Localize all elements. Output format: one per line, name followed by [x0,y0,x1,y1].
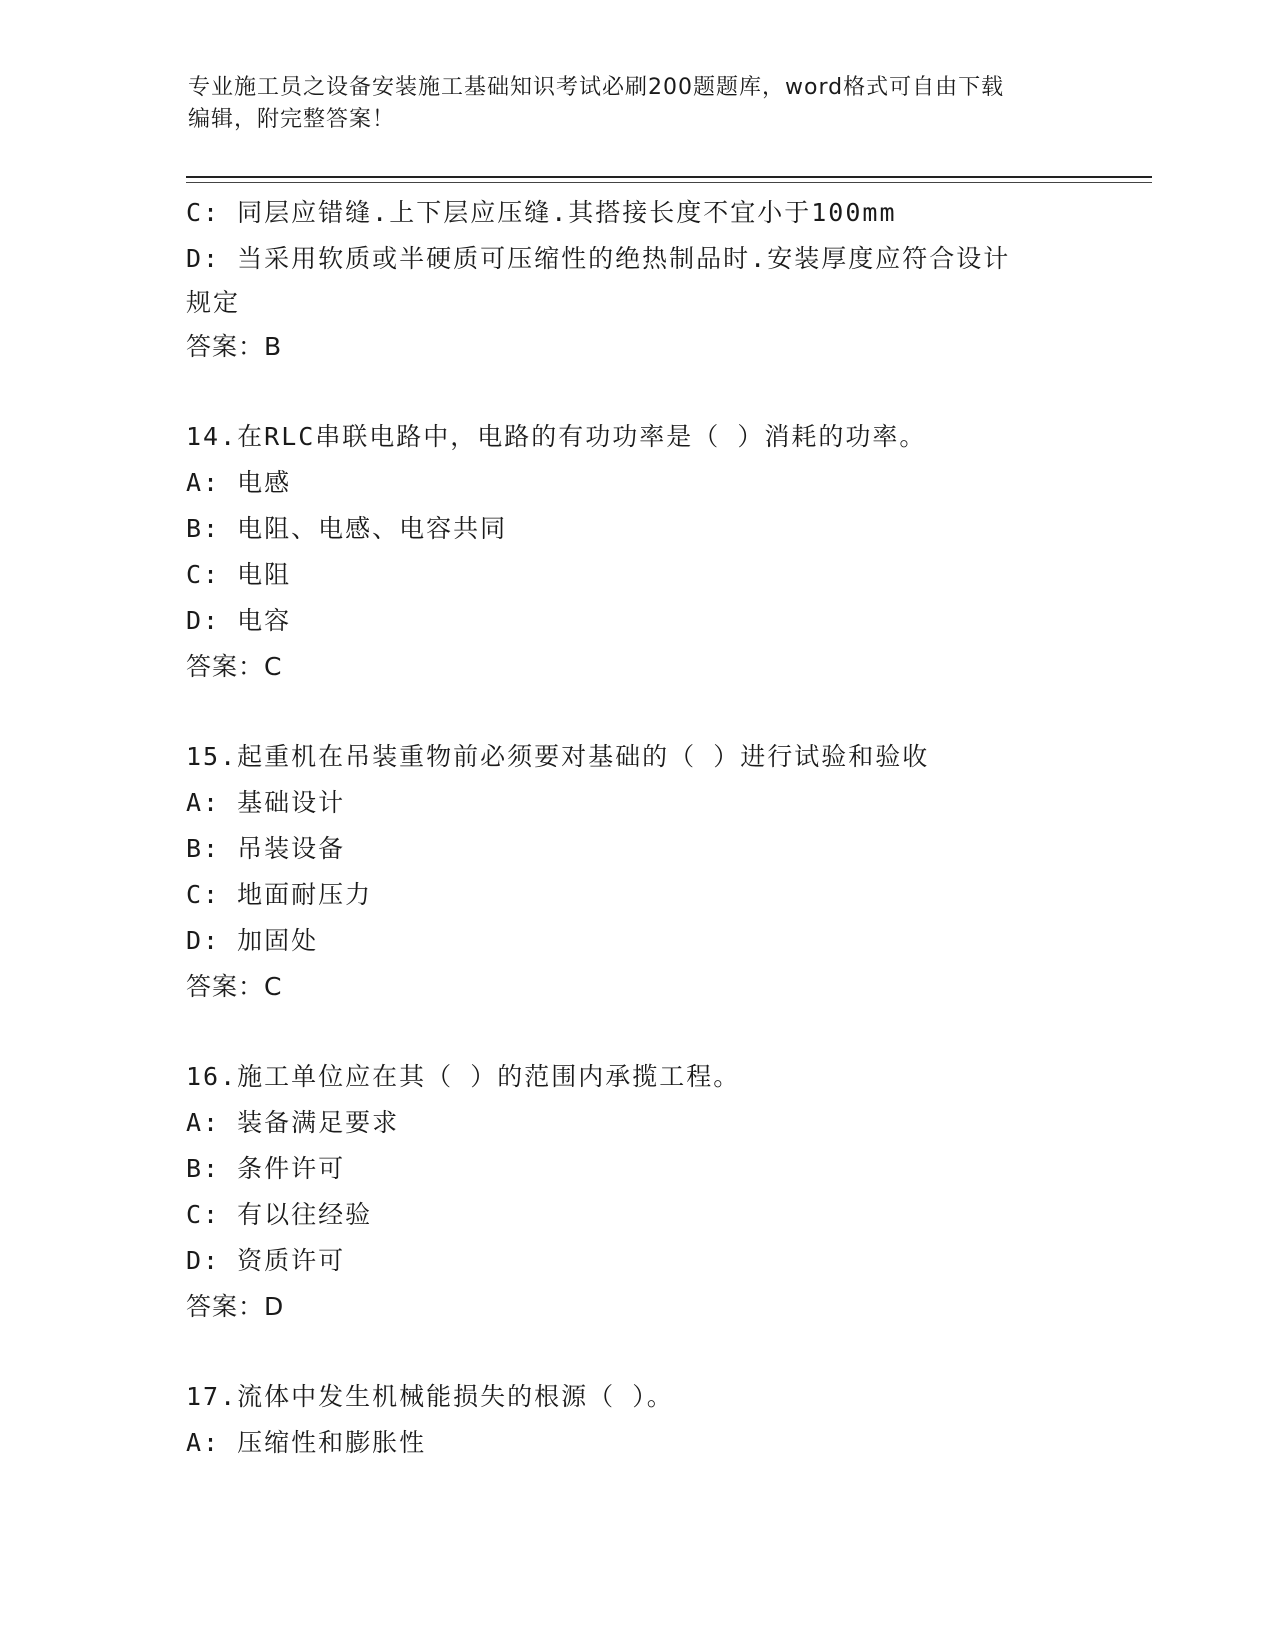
option-d: D: 资质许可 [186,1246,346,1275]
question-stem: 17.流体中发生机械能损失的根源（ ）。 [186,1382,674,1411]
option-a: A: 装备满足要求 [186,1108,400,1137]
header-title-line-2: 编辑，附完整答案！ [188,107,396,132]
question-14 [186,414,1086,690]
option-c: C: 地面耐压力 [186,880,373,909]
question-15 [186,734,1086,1010]
question-list [186,190,1086,1466]
option-d: D: 当采用软质或半硬质可压缩性的绝热制品时.安装厚度应符合设计 [186,244,1011,273]
question-17 [186,1374,1086,1466]
question-stem: 15.起重机在吊装重物前必须要对基础的（ ）进行试验和验收 [186,742,930,771]
option-a: A: 基础设计 [186,788,346,817]
option-b: B: 吊装设备 [186,834,346,863]
question-stem: 14.在RLC串联电路中，电路的有功功率是（ ）消耗的功率。 [186,422,927,451]
option-b: B: 电阻、电感、电容共同 [186,514,508,543]
option-a: A: 电感 [186,468,292,497]
option-d: D: 电容 [186,606,292,635]
option-b: B: 条件许可 [186,1154,346,1183]
question-stem: 16.施工单位应在其（ ）的范围内承揽工程。 [186,1062,741,1091]
option-c: C: 电阻 [186,560,292,589]
option-a: A: 压缩性和膨胀性 [186,1428,427,1457]
header-rule-thick [186,176,1152,178]
answer-line: 答案：C [186,652,283,681]
answer-line: 答案：B [186,332,283,361]
option-d: D: 加固处 [186,926,319,955]
header-title-line-1: 专业施工员之设备安装施工基础知识考试必刷200题题库，word格式可自由下载 [188,75,1005,100]
question-13-continued [186,190,1086,370]
option-c: C: 有以往经验 [186,1200,373,1229]
option-d-continuation: 规定 [186,288,241,317]
option-c: C: 同层应错缝.上下层应压缝.其搭接长度不宜小于100mm [186,198,897,227]
header-rule-thin [186,182,1152,183]
question-16 [186,1054,1086,1330]
document-header [188,72,1068,136]
answer-line: 答案：C [186,972,283,1001]
answer-line: 答案：D [186,1292,285,1321]
